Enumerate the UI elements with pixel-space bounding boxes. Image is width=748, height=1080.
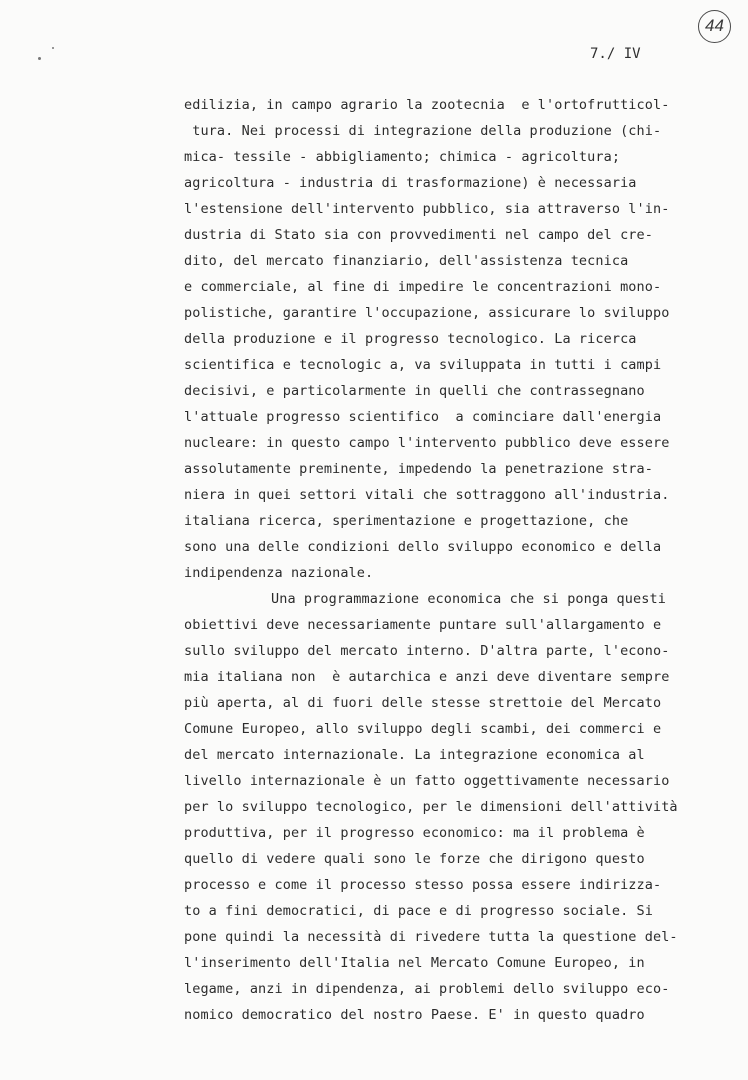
text-line: polistiche, garantire l'occupazione, assicurare lo sviluppo	[184, 305, 670, 321]
text-line: dustria di Stato sia con provvedimenti nel campo del cre-	[184, 227, 653, 243]
text-line: sono una delle condizioni dello sviluppo economico e della	[184, 539, 662, 555]
page-number: 7./ IV	[590, 46, 641, 62]
text-line: to a fini democratici, di pace e di progresso sociale. Si	[184, 903, 653, 919]
text-line: mica- tessile - abbigliamento; chimica - agricoltura;	[184, 149, 621, 165]
text-line: e commerciale, al fine di impedire le concentrazioni mono-	[184, 279, 662, 295]
text-line: quello di vedere quali sono le forze che dirigono questo	[184, 851, 645, 867]
text-line: della produzione e il progresso tecnologico. La ricerca	[184, 331, 637, 347]
text-line: sullo sviluppo del mercato interno. D'altra parte, l'econo-	[184, 643, 670, 659]
text-line: italiana ricerca, sperimentazione e progettazione, che	[184, 513, 629, 529]
text-line: nucleare: in questo campo l'intervento pubblico deve essere	[184, 435, 670, 451]
text-line: livello internazionale è un fatto oggettivamente necessario	[184, 773, 670, 789]
text-line: nomico democratico del nostro Paese. E' in questo quadro	[184, 1007, 645, 1023]
text-line: dito, del mercato finanziario, dell'assistenza tecnica	[184, 253, 629, 269]
text-line: decisivi, e particolarmente in quelli che contrassegnano	[184, 383, 645, 399]
text-line: l'attuale progresso scientifico a cominciare dall'energia	[184, 409, 662, 425]
text-line: mia italiana non è autarchica e anzi deve diventare sempre	[184, 669, 670, 685]
text-line: legame, anzi in dipendenza, ai problemi dello sviluppo eco-	[184, 981, 670, 997]
scan-speck	[38, 57, 41, 60]
text-line: del mercato internazionale. La integrazione economica al	[184, 747, 645, 763]
text-line: Comune Europeo, allo sviluppo degli scambi, dei commerci e	[184, 721, 662, 737]
text-line: niera in quei settori vitali che sottraggono all'industria.	[184, 487, 670, 503]
page-stamp: 44	[698, 10, 731, 43]
text-line: per lo sviluppo tecnologico, per le dimensioni dell'attività	[184, 799, 678, 815]
text-line: produttiva, per il progresso economico: ma il problema è	[184, 825, 645, 841]
text-line: agricoltura - industria di trasformazione) è necessaria	[184, 175, 637, 191]
text-line: scientifica e tecnologic a, va sviluppata in tutti i campi	[184, 357, 662, 373]
text-line: assolutamente preminente, impedendo la penetrazione stra-	[184, 461, 653, 477]
body-text	[184, 92, 724, 1028]
text-line: tura. Nei processi di integrazione della produzione (chi-	[184, 123, 662, 139]
text-line: edilizia, in campo agrario la zootecnia e l'ortofrutticol-	[184, 97, 670, 113]
text-line: l'inserimento dell'Italia nel Mercato Comune Europeo, in	[184, 955, 645, 971]
text-line: più aperta, al di fuori delle stesse strettoie del Mercato	[184, 695, 662, 711]
text-line: pone quindi la necessità di rivedere tutta la questione del-	[184, 929, 678, 945]
text-line: obiettivi deve necessariamente puntare sull'allargamento e	[184, 617, 662, 633]
text-line: indipendenza nazionale.	[184, 565, 374, 581]
text-line: Una programmazione economica che si ponga questi	[271, 591, 666, 607]
text-line: l'estensione dell'intervento pubblico, sia attraverso l'in-	[184, 201, 670, 217]
text-line: processo e come il processo stesso possa essere indirizza-	[184, 877, 662, 893]
scan-speck	[52, 47, 54, 49]
